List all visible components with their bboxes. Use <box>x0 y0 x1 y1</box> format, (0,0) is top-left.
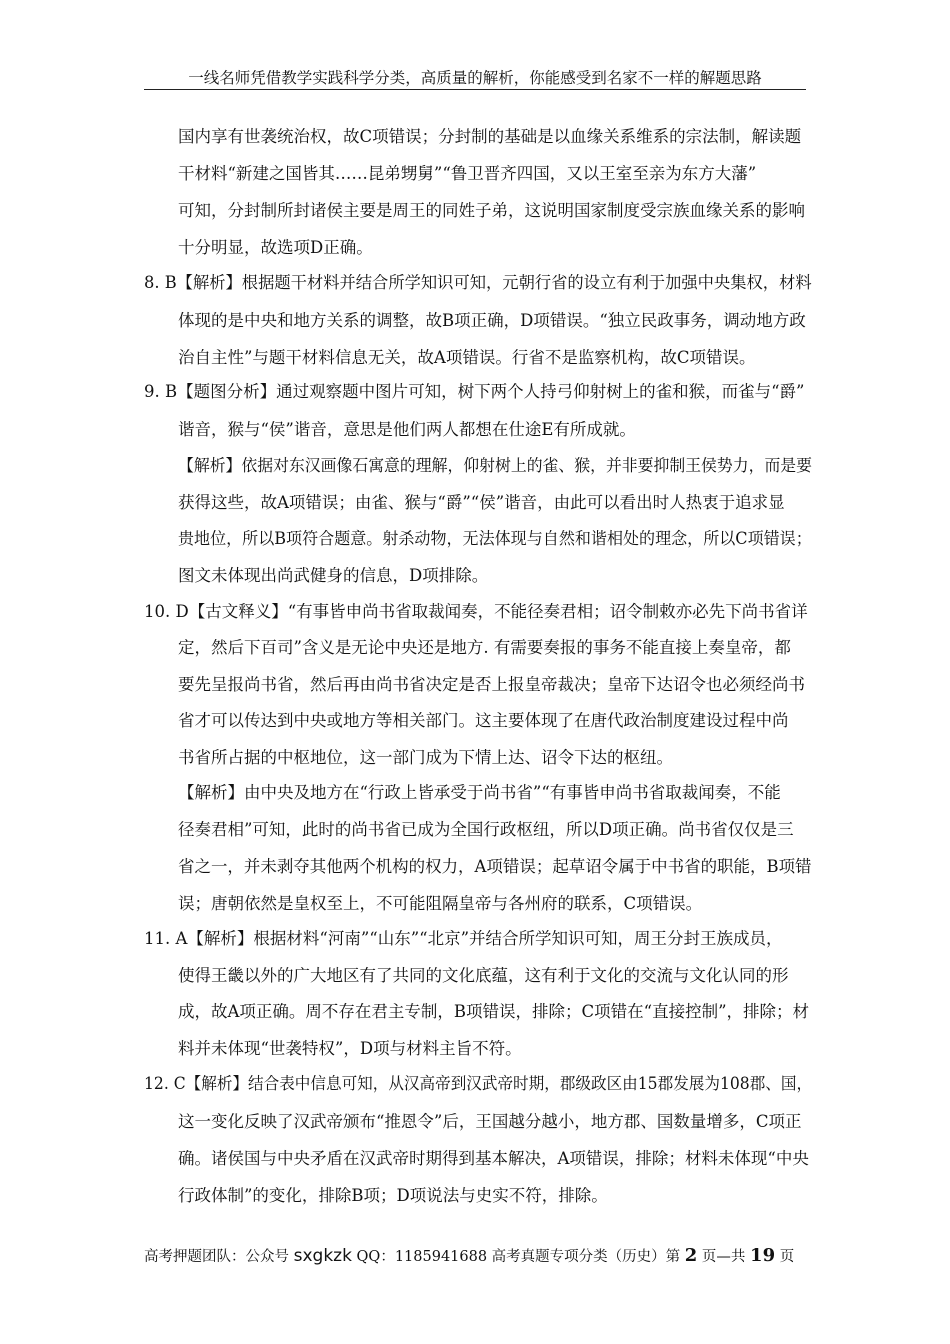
text-line: 料并未体现“世袭特权”，D项与材料主旨不符。 <box>178 1039 522 1058</box>
text-line: 成，故A项正确。周不存在君主专制，B项错误，排除；C项错在“直接控制”，排除；材 <box>178 1002 810 1021</box>
answer-12-heading: 12. C【解析】结合表中信息可知，从汉高帝到汉武帝时期，郡级政区由15郡发展为108郡、国， <box>144 1074 813 1093</box>
header-divider <box>144 89 806 90</box>
text-line: 使得王畿以外的广大地区有了共同的文化底蕴，这有利于文化的交流与文化认同的形 <box>178 966 789 985</box>
page-header-title: 一线名师凭借教学实践科学分类，高质量的解析，你能感受到名家不一样的解题思路 <box>188 69 762 87</box>
text-line: 径奏君相”可知，此时的尚书省已成为全国行政枢纽，所以D项正确。尚书省仅仅是三 <box>178 820 794 839</box>
text-line: 可知，分封制所封诸侯主要是周王的同姓子弟，这说明国家制度受宗族血缘关系的影响 <box>178 201 805 220</box>
text-line: 国内享有世袭统治权，故C项错误；分封制的基础是以血缘关系维系的宗法制，解读题 <box>178 127 802 146</box>
text-line: 定，然后下百司”含义是无论中央还是地方. 有需要奏报的事务不能直接上奏皇帝，都 <box>178 638 791 657</box>
text-line: 治自主性”与题干材料信息无关，故A项错误。行省不是监察机构，故C项错误。 <box>178 348 756 367</box>
answer-8-heading: 8. B【解析】根据题干材料并结合所学知识可知，元朝行省的设立有利于加强中央集权，材料 <box>144 273 812 292</box>
text-line: 误；唐朝依然是皇权至上，不可能阻隔皇帝与各州府的联系，C项错误。 <box>178 894 703 913</box>
text-line: 干材料“新建之国皆其……昆弟甥舅”“鲁卫晋齐四国，又以王室至亲为东方大藩” <box>178 164 757 183</box>
text-line: 谐音，猴与“侯”谐音，意思是他们两人都想在仕途E有所成就。 <box>178 420 636 439</box>
footer-qq: QQ：1185941688 高考真题专项分类（历史）第 <box>351 1249 685 1265</box>
text-line: 要先呈报尚书省，然后再由尚书省决定是否上报皇帝裁决；皇帝下达诏令也必须经尚书 <box>178 675 805 694</box>
text-line: 图文未体现出尚武健身的信息，D项排除。 <box>178 566 489 585</box>
text-line: 省才可以传达到中央或地方等相关部门。这主要体现了在唐代政治制度建设过程中尚 <box>178 711 789 730</box>
footer-total-pages: 19 <box>750 1245 776 1266</box>
footer-account: sxgkzk <box>293 1246 352 1266</box>
text-line: 贵地位，所以B项符合题意。射杀动物，无法体现与自然和谐相处的理念，所以C项错误； <box>178 529 812 548</box>
answer-9-heading: 9. B【题图分析】通过观察题中图片可知，树下两个人持弓仰射树上的雀和猴，而雀与“爵” <box>144 382 805 401</box>
text-line: 行政体制”的变化，排除B项；D项说法与史实不符，排除。 <box>178 1186 608 1205</box>
text-line: 【解析】由中央及地方在“行政上皆承受于尚书省”“有事皆申尚书省取裁闻奏，不能 <box>178 783 781 802</box>
answer-11-heading: 11. A【解析】根据材料“河南”“山东”“北京”并结合所学知识可知，周王分封王族成员， <box>144 929 783 948</box>
footer-middle: 页—共 <box>697 1249 751 1265</box>
text-line: 获得这些，故A项错误；由雀、猴与“爵”“侯”谐音，由此可以看出时人热衷于追求显 <box>178 493 785 512</box>
text-line: 十分明显，故选项D正确。 <box>178 238 373 257</box>
footer-page-number: 2 <box>684 1245 698 1266</box>
page-footer <box>144 1246 794 1267</box>
footer-suffix: 页 <box>775 1249 795 1265</box>
text-line: 书省所占据的中枢地位，这一部门成为下情上达、诏令下达的枢纽。 <box>178 748 673 767</box>
text-line: 省之一，并未剥夺其他两个机构的权力，A项错误；起草诏令属于中书省的职能，B项错 <box>178 857 812 876</box>
answer-10-heading: 10. D【古文释义】“有事皆申尚书省取裁闻奏，不能径奏君相；诏令制敕亦必先下尚书省详 <box>144 602 808 621</box>
text-line: 确。诸侯国与中央矛盾在汉武帝时期得到基本解决，A项错误，排除；材料未体现“中央 <box>178 1149 809 1168</box>
text-line: 【解析】依据对东汉画像石寓意的理解，仰射树上的雀、猴，并非要抑制王侯势力，而是要 <box>178 456 812 475</box>
text-line: 这一变化反映了汉武帝颁布“推恩令”后，王国越分越小，地方郡、国数量增多，C项正 <box>178 1112 802 1131</box>
footer-prefix: 高考押题团队：公众号 <box>144 1249 294 1265</box>
text-line: 体现的是中央和地方关系的调整，故B项正确，D项错误。“独立民政事务，调动地方政 <box>178 311 806 330</box>
